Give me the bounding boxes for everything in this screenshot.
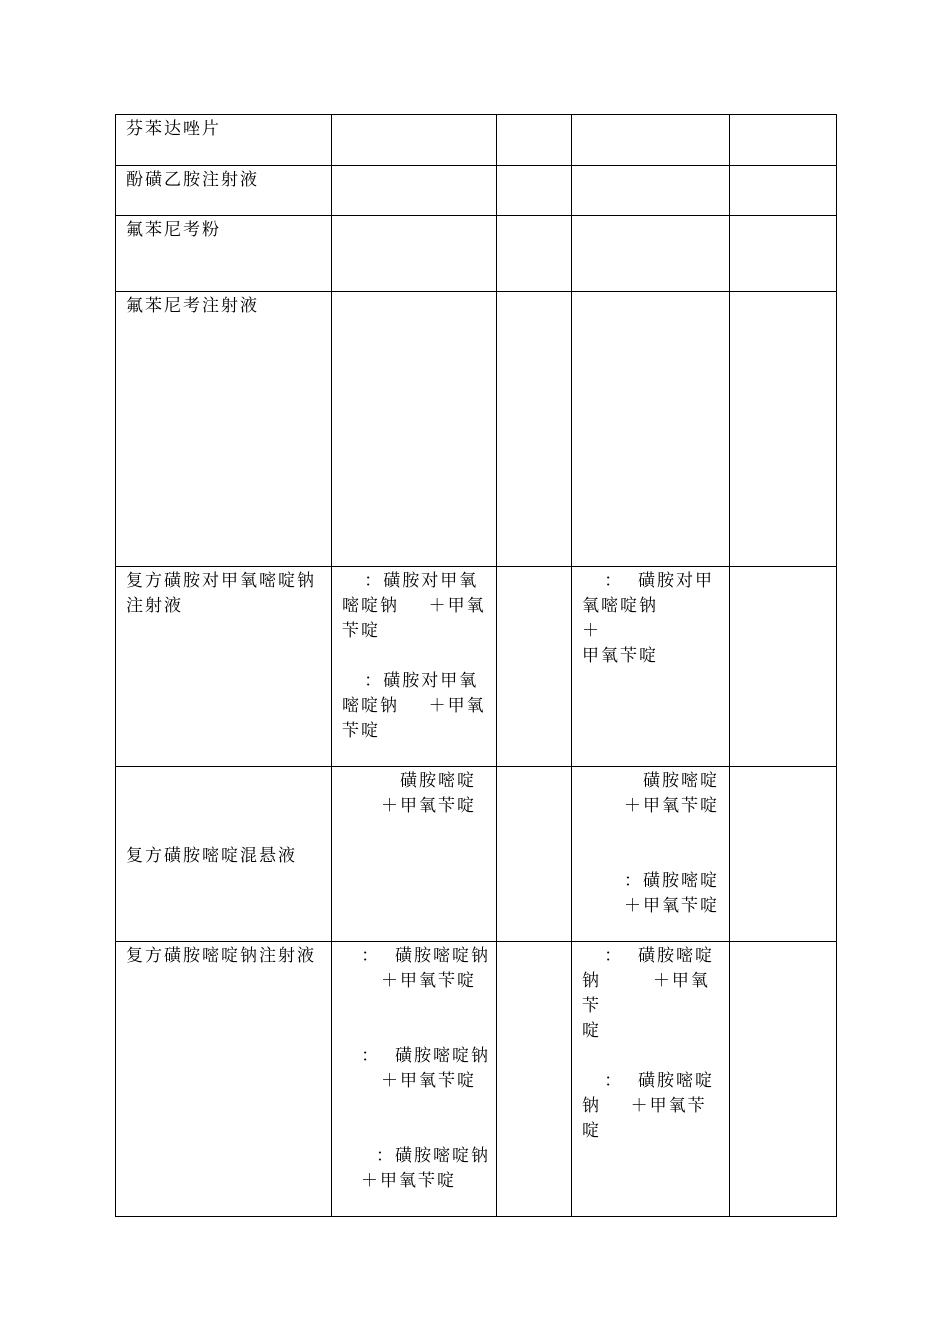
spec-line: ： 磺胺对甲	[582, 571, 715, 591]
table-cell	[572, 292, 730, 567]
table-cell	[572, 567, 730, 767]
drug-name-cell	[116, 216, 332, 292]
table-cell	[497, 767, 572, 942]
table-cell	[497, 115, 572, 166]
drug-name: 酚磺乙胺注射液	[126, 170, 259, 190]
table-row	[116, 942, 837, 1217]
spec-line: ：磺胺嘧啶	[624, 871, 719, 891]
spec-line: ： 磺胺嘧啶	[582, 946, 715, 966]
table-row	[116, 216, 837, 292]
table-row	[116, 166, 837, 216]
spec-line: ＋甲氧苄啶	[381, 1071, 476, 1091]
drug-table	[115, 114, 837, 1217]
table-row	[116, 292, 837, 567]
spec-line: ＋甲氧苄啶	[624, 896, 719, 916]
table-cell	[730, 767, 837, 942]
table-cell	[572, 942, 730, 1217]
table-cell	[572, 216, 730, 292]
table-cell	[497, 216, 572, 292]
table-row	[116, 567, 837, 767]
drug-name: 复方磺胺对甲氧嘧啶钠注射液	[126, 571, 316, 616]
spec-line: 氧嘧啶钠 ＋	[582, 596, 710, 641]
drug-name: 芬苯达唑片	[126, 119, 221, 139]
spec-line: 苄啶	[342, 721, 380, 741]
spec-line: ＋甲氧苄啶	[381, 971, 476, 991]
drug-name: 氟苯尼考粉	[126, 220, 221, 240]
table-cell	[572, 115, 730, 166]
table-cell	[332, 942, 497, 1217]
table-cell	[497, 567, 572, 767]
spec-line: 嘧啶钠 ＋甲氧	[342, 696, 486, 716]
spec-line: ＋甲氧苄啶	[381, 796, 476, 816]
drug-name: 复方磺胺嘧啶混悬液	[126, 846, 297, 866]
table-cell	[332, 567, 497, 767]
table-row	[116, 767, 837, 942]
drug-name-cell	[116, 767, 332, 942]
table-cell	[497, 292, 572, 567]
drug-name-cell	[116, 567, 332, 767]
spec-line: ：磺胺对甲氧	[342, 571, 479, 591]
table-row	[116, 115, 837, 166]
spec-line: 磺胺嘧啶	[400, 771, 476, 791]
spec-line: 钠 ＋甲氧苄	[582, 971, 710, 1016]
table-cell	[332, 216, 497, 292]
table-cell	[730, 292, 837, 567]
table-cell	[730, 942, 837, 1217]
spec-line: 钠 ＋甲氧苄啶	[582, 1096, 707, 1141]
drug-name-cell	[116, 292, 332, 567]
spec-line: ： 磺胺嘧啶	[582, 1071, 715, 1091]
spec-line: 苄啶	[342, 621, 380, 641]
table-cell	[332, 115, 497, 166]
spec-line: ： 磺胺嘧啶钠	[361, 1046, 490, 1066]
spec-line: 甲氧苄啶	[582, 646, 658, 666]
drug-name-cell	[116, 115, 332, 166]
table-cell	[730, 166, 837, 216]
table-cell	[730, 216, 837, 292]
table-cell	[730, 115, 837, 166]
spec-line: 啶	[582, 1021, 601, 1041]
spec-line: ：磺胺对甲氧	[342, 671, 479, 691]
table-cell	[332, 767, 497, 942]
table-cell	[332, 166, 497, 216]
drug-name: 复方磺胺嘧啶钠注射液	[126, 946, 316, 966]
table-cell	[730, 567, 837, 767]
drug-name-cell	[116, 166, 332, 216]
spec-line: 磺胺嘧啶	[643, 771, 719, 791]
table-cell	[572, 767, 730, 942]
spec-line: ：磺胺嘧啶钠	[376, 1146, 490, 1166]
spec-line: ＋甲氧苄啶	[624, 796, 719, 816]
spec-line: ： 磺胺嘧啶钠	[361, 946, 490, 966]
table-cell	[572, 166, 730, 216]
drug-name: 氟苯尼考注射液	[126, 296, 259, 316]
spec-line: 嘧啶钠 ＋甲氧	[342, 596, 486, 616]
table-cell	[332, 292, 497, 567]
table-cell	[497, 942, 572, 1217]
table-cell	[497, 166, 572, 216]
spec-line: ＋甲氧苄啶	[361, 1171, 456, 1191]
drug-name-cell	[116, 942, 332, 1217]
